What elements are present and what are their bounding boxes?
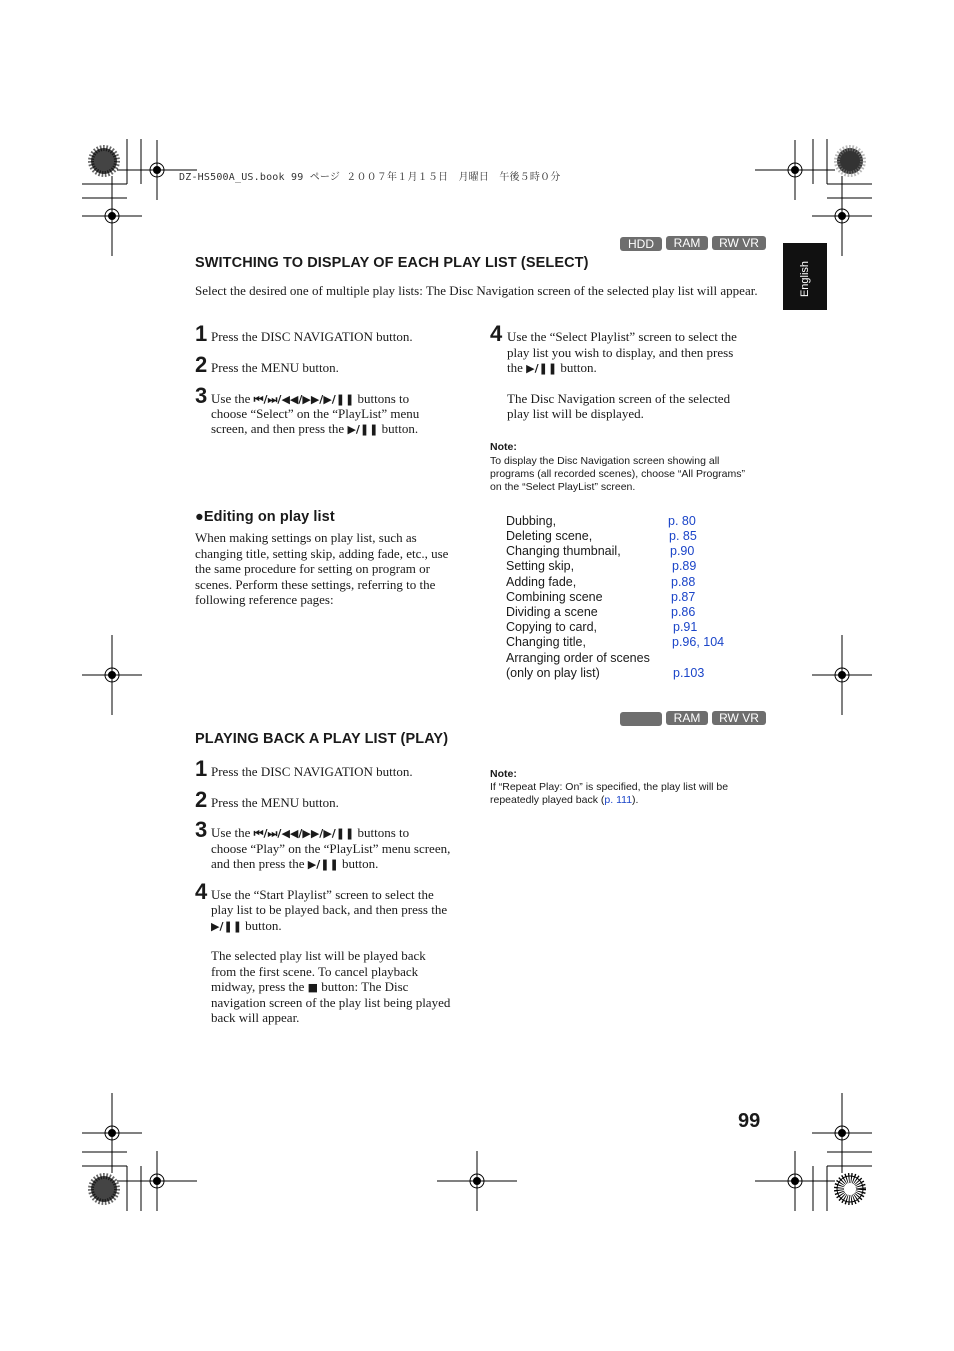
- badge-rw-vr: RW VR: [712, 236, 766, 250]
- step-number: 4: [490, 321, 503, 346]
- step-text: Use the ⏮/⏭/◀◀/▶▶/▶/❚❚ buttons to: [211, 391, 410, 406]
- step-text: Use the “Select Playlist” screen to select the: [507, 329, 737, 344]
- step-text: play list to be played back, and then press the: [211, 902, 448, 917]
- badge-ram: RAM: [666, 236, 708, 250]
- play-pause-icon: ▶/❚❚: [307, 858, 339, 871]
- step-result: The selected play list will be played back: [211, 948, 426, 963]
- ref-label: Changing thumbnail,: [506, 544, 621, 558]
- note-label: Note:: [490, 441, 517, 453]
- ref-page-link[interactable]: p.103: [673, 666, 705, 680]
- step-number: 3: [195, 817, 208, 842]
- step-number: 1: [195, 321, 208, 346]
- print-header: DZ-HS500A_US.book 99 ページ ２００７年１月１５日 月曜日 午後５時０分: [179, 172, 561, 183]
- note-text: repeatedly played back (p. 111).: [490, 794, 639, 806]
- ref-page-link[interactable]: p. 85: [669, 529, 697, 543]
- editing-title: ●Editing on play list: [195, 509, 335, 525]
- note-text: To display the Disc Navigation screen showing all: [490, 455, 720, 467]
- note-page-link[interactable]: p. 111: [604, 794, 633, 806]
- badge-rw-vr: RW VR: [712, 711, 766, 725]
- ref-page-link[interactable]: p.88: [671, 575, 696, 589]
- badge-blank: [620, 712, 662, 726]
- step-text: Use the ⏮/⏭/◀◀/▶▶/▶/❚❚ buttons to: [211, 825, 410, 840]
- note-text: on the “Select PlayList” screen.: [490, 481, 636, 493]
- note-text: If “Repeat Play: On” is specified, the play list will be: [490, 781, 729, 793]
- step-text: choose “Play” on the “PlayList” menu screen,: [211, 841, 451, 856]
- badge-hdd: HDD: [620, 237, 662, 251]
- ref-page-link[interactable]: p.89: [672, 559, 697, 573]
- note-text: programs (all recorded scenes), choose “All Programs”: [490, 468, 746, 480]
- ref-page-link[interactable]: p. 80: [668, 514, 696, 528]
- ref-label: Changing title,: [506, 635, 586, 649]
- ref-label: Setting skip,: [506, 559, 575, 573]
- ref-label: Combining scene: [506, 590, 603, 604]
- step-text: play list you wish to display, and then press: [507, 345, 734, 360]
- editing-body: When making settings on play list, such as: [195, 530, 417, 545]
- step-text: Press the MENU button.: [211, 360, 339, 375]
- page-number: 99: [738, 1110, 761, 1132]
- transport-buttons-icon: ⏮/⏭/◀◀/▶▶/▶/❚❚: [253, 393, 355, 406]
- step-result: midway, press the ■ button: The Disc: [211, 979, 409, 994]
- step-text: the ▶/❚❚ button.: [507, 360, 597, 375]
- step-result: play list will be displayed.: [507, 406, 644, 421]
- section-title-select: SWITCHING TO DISPLAY OF EACH PLAY LIST (SELECT): [195, 255, 589, 271]
- step-text: ▶/❚❚ button.: [211, 918, 282, 933]
- step-number: 2: [195, 787, 208, 812]
- step-result: The Disc Navigation screen of the selected: [507, 391, 731, 406]
- step-number: 3: [195, 383, 208, 408]
- step-result: from the first scene. To cancel playback: [211, 964, 419, 979]
- ref-page-link[interactable]: p.91: [673, 620, 698, 634]
- step-text: choose “Select” on the “PlayList” menu: [211, 406, 420, 421]
- stop-icon: ■: [307, 981, 319, 994]
- transport-buttons-icon: ⏮/⏭/◀◀/▶▶/▶/❚❚: [253, 827, 355, 840]
- ref-label: (only on play list): [506, 666, 600, 680]
- step-text: and then press the ▶/❚❚ button.: [211, 856, 379, 871]
- badge-ram: RAM: [666, 711, 708, 725]
- step-text: Press the DISC NAVIGATION button.: [211, 329, 413, 344]
- step-result: back will appear.: [211, 1010, 300, 1025]
- section-title-play: PLAYING BACK A PLAY LIST (PLAY): [195, 731, 449, 747]
- step-result: navigation screen of the play list being played: [211, 995, 451, 1010]
- ref-page-link[interactable]: p.87: [671, 590, 696, 604]
- ref-label: Copying to card,: [506, 620, 598, 634]
- step-number: 1: [195, 756, 208, 781]
- play-pause-icon: ▶/❚❚: [211, 920, 242, 933]
- play-pause-icon: ▶/❚❚: [347, 423, 379, 436]
- editing-body: following reference pages:: [195, 592, 334, 607]
- ref-label: Deleting scene,: [506, 529, 593, 543]
- ref-page-link[interactable]: p.96, 104: [672, 635, 725, 649]
- ref-label: Adding fade,: [506, 575, 577, 589]
- bullet-icon: ●: [195, 509, 204, 525]
- step-number: 4: [195, 879, 208, 904]
- step-text: Use the “Start Playlist” screen to select the: [211, 887, 434, 902]
- ref-label: Dubbing,: [506, 514, 557, 528]
- note-label: Note:: [490, 768, 517, 780]
- section-intro: Select the desired one of multiple play lists: The Disc Navigation screen of the selected play list will appear.: [195, 283, 758, 298]
- editing-body: scenes. Perform these settings, referring to the: [195, 577, 436, 592]
- editing-body: changing title, setting skip, adding fade, etc., use: [195, 546, 449, 561]
- ref-label: Dividing a scene: [506, 605, 598, 619]
- editing-body: the same procedure for setting on program or: [195, 561, 431, 576]
- step-text: Press the MENU button.: [211, 795, 339, 810]
- ref-page-link[interactable]: p.90: [670, 544, 695, 558]
- ref-label: Arranging order of scenes: [506, 651, 650, 665]
- step-number: 2: [195, 352, 208, 377]
- step-text: screen, and then press the ▶/❚❚ button.: [211, 421, 419, 436]
- step-text: Press the DISC NAVIGATION button.: [211, 764, 413, 779]
- play-pause-icon: ▶/❚❚: [526, 362, 558, 375]
- ref-page-link[interactable]: p.86: [671, 605, 696, 619]
- language-tab: English: [783, 243, 827, 310]
